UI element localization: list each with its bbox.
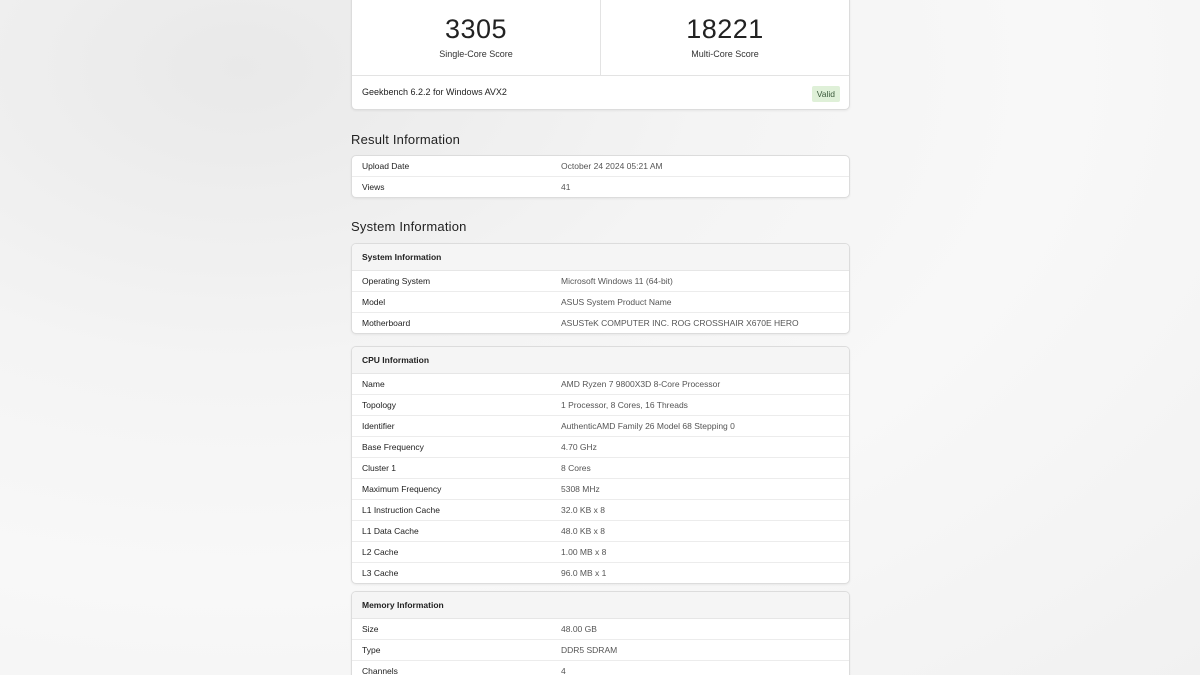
- row-key: Operating System: [362, 276, 431, 286]
- table-row: [352, 660, 849, 675]
- table-row: [352, 415, 849, 436]
- table-row: [352, 478, 849, 499]
- table-row: [352, 639, 849, 660]
- row-value: 41: [561, 182, 571, 192]
- table-row: [352, 457, 849, 478]
- row-value: ASUSTeK COMPUTER INC. ROG CROSSHAIR X670E HERO: [561, 318, 799, 328]
- memory-information-table: [351, 591, 850, 675]
- table-row: [352, 562, 849, 583]
- table-row: [352, 271, 849, 291]
- system-information-title: System Information: [351, 219, 467, 234]
- row-key: Views: [362, 182, 385, 192]
- benchmark-version: Geekbench 6.2.2 for Windows AVX2: [362, 87, 507, 97]
- row-value: 48.0 KB x 8: [561, 526, 605, 536]
- row-key: Model: [362, 297, 386, 307]
- row-value: DDR5 SDRAM: [561, 645, 618, 655]
- row-value: 1.00 MB x 8: [561, 547, 607, 557]
- result-information-rows: [352, 156, 849, 197]
- scores-row: [352, 0, 849, 76]
- row-value: ASUS System Product Name: [561, 297, 672, 307]
- row-value: 8 Cores: [561, 463, 591, 473]
- single-core-score-value: 3305: [444, 14, 508, 44]
- multi-core-score-value: 18221: [686, 14, 764, 44]
- row-value: 96.0 MB x 1: [561, 568, 607, 578]
- row-value: AuthenticAMD Family 26 Model 68 Stepping 0: [561, 421, 735, 431]
- cpu-information-rows: [352, 374, 849, 583]
- row-key: Identifier: [362, 421, 395, 431]
- row-key: Topology: [362, 400, 397, 410]
- row-key: Cluster 1: [362, 463, 397, 473]
- row-key: Base Frequency: [362, 442, 424, 452]
- row-key: Channels: [362, 666, 398, 675]
- table-header: CPU Information: [352, 347, 849, 374]
- table-row: [352, 394, 849, 415]
- table-row: [352, 312, 849, 333]
- table-row: [352, 156, 849, 176]
- table-row: [352, 520, 849, 541]
- table-header: System Information: [352, 244, 849, 271]
- cpu-information-table: [351, 346, 850, 584]
- row-value: Microsoft Windows 11 (64-bit): [561, 276, 673, 286]
- row-value: 4.70 GHz: [561, 442, 597, 452]
- single-core-score-label: Single-Core Score: [439, 49, 513, 59]
- row-value: 32.0 KB x 8: [561, 505, 605, 515]
- table-header: Memory Information: [352, 592, 849, 619]
- multi-core-score-label: Multi-Core Score: [691, 49, 759, 59]
- table-row: [352, 291, 849, 312]
- row-value: AMD Ryzen 7 9800X3D 8-Core Processor: [561, 379, 721, 389]
- memory-information-rows: [352, 619, 849, 675]
- row-key: L1 Instruction Cache: [362, 505, 440, 515]
- system-information-table: [351, 243, 850, 334]
- table-row: [352, 499, 849, 520]
- row-key: Motherboard: [362, 318, 411, 328]
- row-key: Size: [362, 624, 379, 634]
- result-information-title: Result Information: [351, 132, 461, 147]
- row-key: Type: [362, 645, 381, 655]
- row-value: 1 Processor, 8 Cores, 16 Threads: [561, 400, 688, 410]
- table-row: [352, 541, 849, 562]
- row-value: 5308 MHz: [561, 484, 600, 494]
- row-key: Maximum Frequency: [362, 484, 442, 494]
- row-key: Name: [362, 379, 385, 389]
- score-card: [351, 0, 850, 110]
- score-footer: [352, 76, 849, 110]
- row-value: 48.00 GB: [561, 624, 597, 634]
- status-badge: Valid: [812, 86, 840, 102]
- table-row: [352, 436, 849, 457]
- system-information-rows: [352, 271, 849, 333]
- row-key: L3 Cache: [362, 568, 399, 578]
- row-key: L2 Cache: [362, 547, 399, 557]
- row-value: October 24 2024 05:21 AM: [561, 161, 663, 171]
- row-value: 4: [561, 666, 566, 675]
- table-row: [352, 176, 849, 197]
- row-key: L1 Data Cache: [362, 526, 419, 536]
- result-information-table: [351, 155, 850, 198]
- single-core-score: [352, 0, 600, 75]
- multi-core-score: [600, 0, 849, 75]
- table-row: [352, 619, 849, 639]
- table-row: [352, 374, 849, 394]
- row-key: Upload Date: [362, 161, 410, 171]
